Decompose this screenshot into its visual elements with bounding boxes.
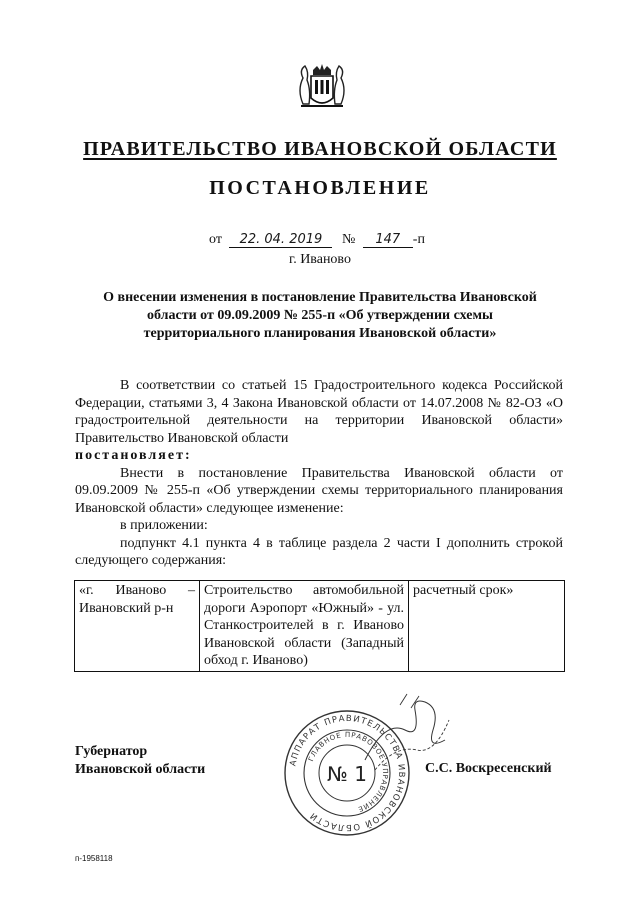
stamp-outer-text: АППАРАТ ПРАВИТЕЛЬСТВА ИВАНОВСКОЙ ОБЛАСТИ bbox=[288, 713, 407, 833]
signatory-title-line2: Ивановской области bbox=[75, 762, 206, 777]
document-body bbox=[75, 377, 563, 570]
table-cell-object: Строительство автомобильной дороги Аэропорт «Южный» - ул. Станкостроителей в г. Иваново Ивановской области (Западный обход г. Иваново) bbox=[200, 581, 409, 672]
footer-code: п-1958118 bbox=[75, 854, 113, 863]
paragraph-amendment: Внести в постановление Правительства Ивановской области от 09.09.2009 № 255-п «Об утверждении схемы территориального планирования Ивановской области» следующее изменение: bbox=[75, 465, 563, 516]
signatory-title-line1: Губернатор bbox=[75, 744, 148, 759]
paragraph-appendix: в приложении: bbox=[120, 518, 208, 533]
number-label: № bbox=[341, 232, 356, 247]
stamp-inner-text: ГЛАВНОЕ ПРАВОВОЕ УПРАВЛЕНИЕ bbox=[307, 730, 390, 814]
paragraph-basis: В соответствии со статьей 15 Градостроительного кодекса Российской Федерации, статьями 3, 4 Закона Ивановской области от 14.07.2008 № 82-ОЗ «О градостроительной деятельности на территории Ивановской области» Правительство Ивановской области bbox=[75, 378, 563, 446]
document-date: 22. 04. 2019 bbox=[229, 232, 332, 248]
date-from-label: от bbox=[209, 232, 222, 247]
table-cell-term: расчетный срок» bbox=[409, 581, 565, 672]
dateline bbox=[209, 232, 425, 248]
government-title: ПРАВИТЕЛЬСТВО ИВАНОВСКОЙ ОБЛАСТИ bbox=[83, 138, 557, 160]
city: г. Иваново bbox=[289, 252, 351, 267]
amendment-table bbox=[74, 580, 565, 672]
document-number: 147 bbox=[363, 232, 413, 248]
document-type: ПОСТАНОВЛЕНИЕ bbox=[209, 177, 431, 199]
signatory-name: С.С. Воскресенский bbox=[425, 761, 552, 776]
table-cell-territory: «г. Иваново – Ивановский р-н bbox=[75, 581, 200, 672]
official-stamp-icon bbox=[282, 708, 412, 838]
resolves-word: постановляет: bbox=[75, 448, 192, 463]
number-suffix: -п bbox=[412, 232, 425, 247]
coat-of-arms-icon bbox=[293, 60, 351, 114]
document-subject: О внесении изменения в постановление Правительства Ивановской области от 09.09.2009 № 255-п «Об утверждении схемы территориального планирования Ивановской области» bbox=[103, 290, 537, 341]
signatory-title bbox=[75, 743, 205, 779]
table-row bbox=[75, 581, 565, 672]
stamp-number: № 1 bbox=[327, 762, 367, 786]
paragraph-subpoint: подпункт 4.1 пункта 4 в таблице раздела 2 части I дополнить строкой следующего содержания: bbox=[75, 535, 563, 568]
